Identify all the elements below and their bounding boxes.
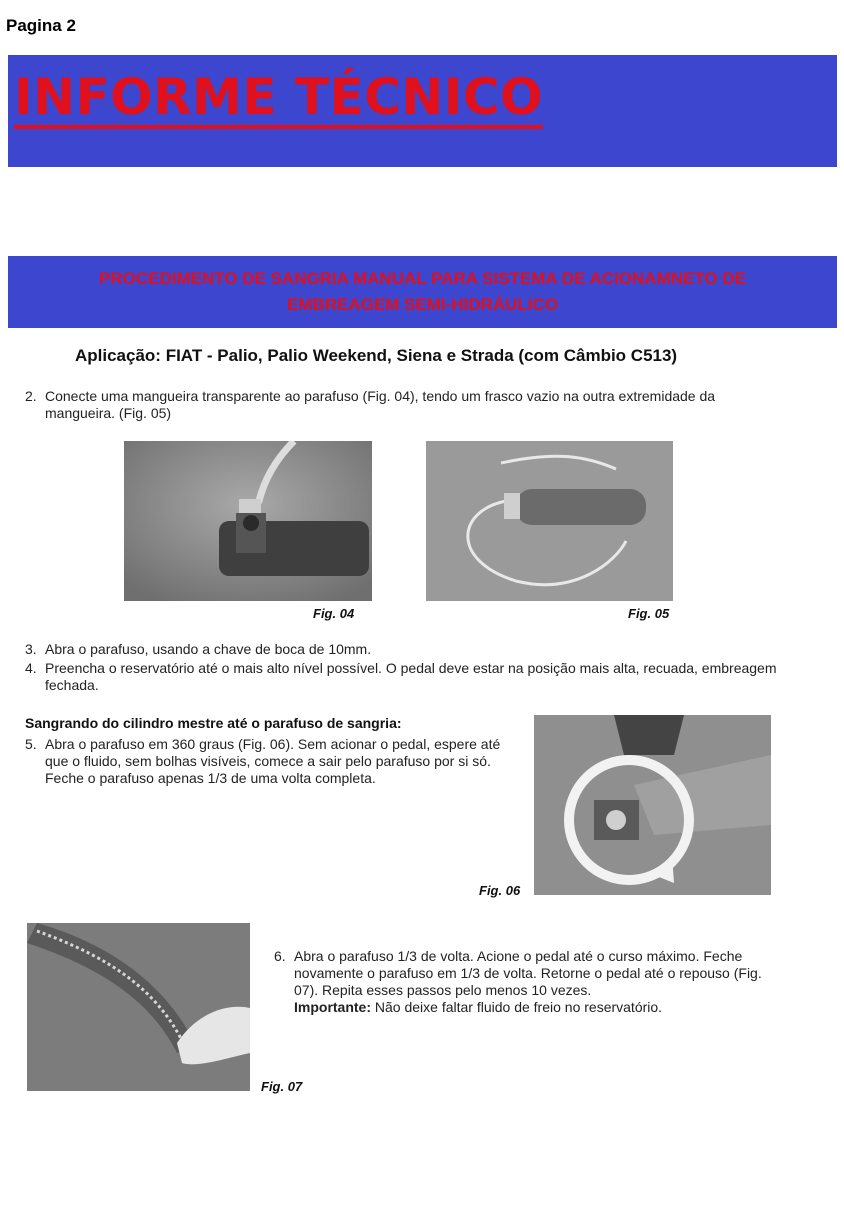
- important-note: [294, 999, 774, 1016]
- fig05-photo: [426, 441, 673, 601]
- fig05-caption: Fig. 05: [628, 606, 670, 621]
- fig04-caption: Fig. 04: [313, 606, 355, 621]
- step-text: Conecte uma mangueira transparente ao parafuso (Fig. 04), tendo um frasco vazio na outra extremidade da mangueira. (Fig. 05): [45, 388, 716, 421]
- step-2: [25, 388, 785, 422]
- title-banner: [8, 55, 837, 167]
- step-5: [25, 736, 510, 787]
- step-text: Preencha o reservatório até o mais alto nível possível. O pedal deve estar na posição mais alta, recuada, embreagem fechada.: [45, 660, 777, 693]
- step-number: 4.: [25, 660, 37, 676]
- page-label: Pagina 2: [6, 16, 76, 35]
- step-text: Abra o parafuso em 360 graus (Fig. 06). Sem acionar o pedal, espere até que o fluido, sem bolhas visíveis, comece a sair pelo parafuso por si só. Feche o parafuso apenas 1/3 de uma volta completa.: [45, 736, 501, 786]
- step-4: [25, 660, 787, 694]
- fig07-photo: [27, 923, 250, 1091]
- fig06-photo: [534, 715, 771, 895]
- procedure-title: PROCEDIMENTO DE SANGRIA MANUAL PARA SISTEMA DE ACIONAMNETO DE EMBREAGEM SEMI-HIDRÁULICO: [99, 269, 746, 314]
- step-text: Abra o parafuso 1/3 de volta. Acione o pedal até o curso máximo. Feche novamente o parafuso em 1/3 de volta. Retorne o pedal até o repouso (Fig. 07). Repita esses passos pelo menos 10 vezes.: [294, 948, 762, 998]
- step-number: 2.: [25, 388, 37, 404]
- step-3: [25, 641, 785, 658]
- banner-title: INFORME TÉCNICO: [14, 69, 543, 129]
- important-label: Importante:: [294, 999, 371, 1015]
- step-text: Abra o parafuso, usando a chave de boca de 10mm.: [45, 641, 372, 657]
- fig07-caption: Fig. 07: [261, 1079, 303, 1094]
- section-subheading: Sangrando do cilindro mestre até o parafuso de sangria:: [25, 715, 402, 731]
- fig04-photo: [124, 441, 372, 601]
- step-number: 6.: [274, 948, 286, 964]
- step-6: [274, 948, 774, 1016]
- fig06-caption: Fig. 06: [479, 883, 521, 898]
- step-number: 3.: [25, 641, 37, 657]
- application-line: Aplicação: FIAT - Palio, Palio Weekend, Siena e Strada (com Câmbio C513): [75, 346, 678, 365]
- step-number: 5.: [25, 736, 37, 752]
- important-text: Não deixe faltar fluido de freio no reservatório.: [371, 999, 663, 1015]
- procedure-banner: [8, 256, 837, 328]
